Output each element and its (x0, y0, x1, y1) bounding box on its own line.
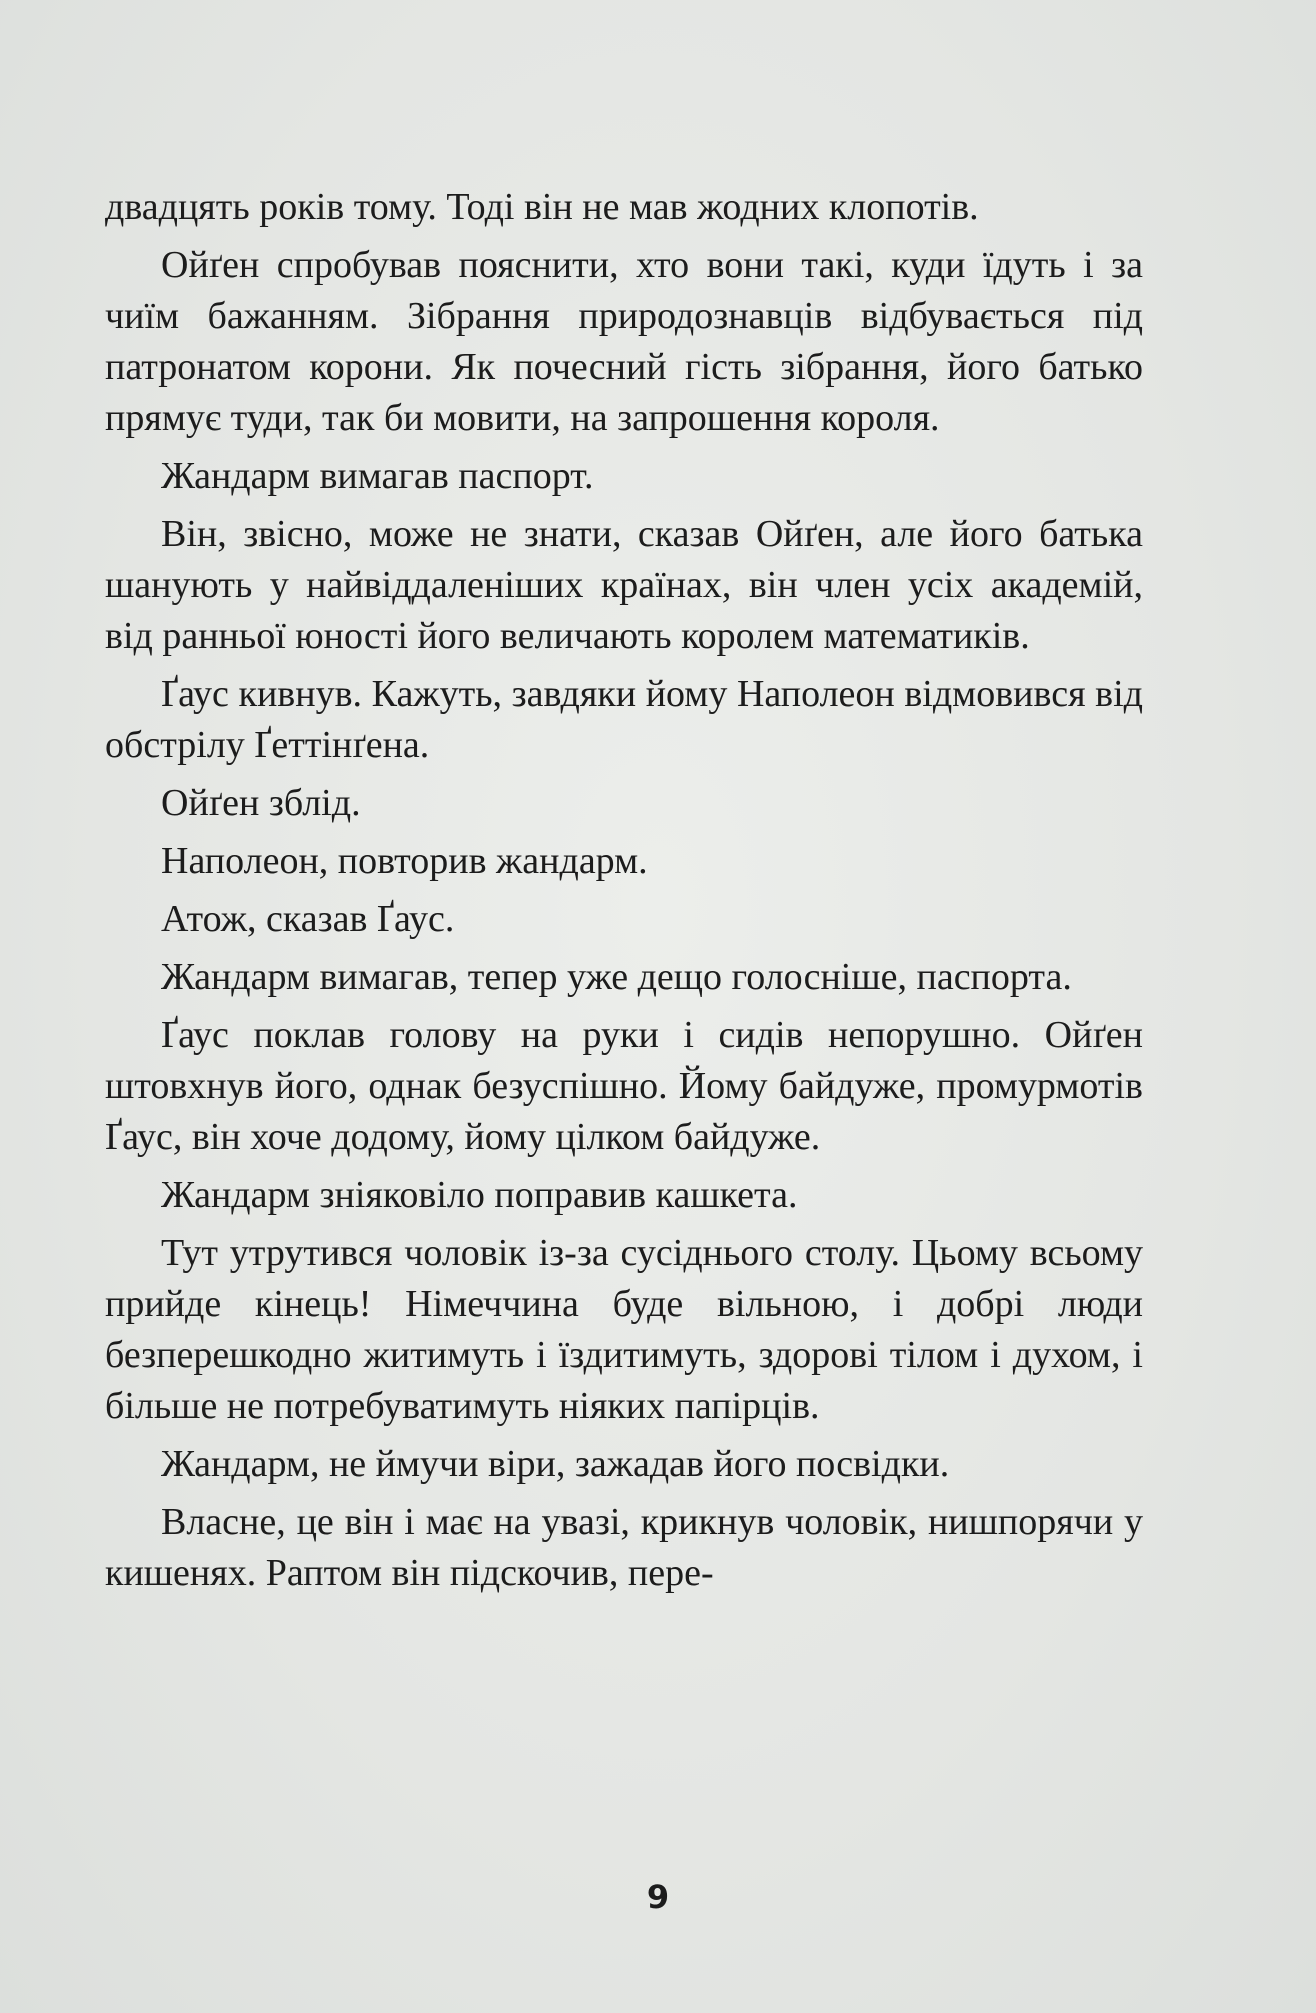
paragraph-13: Жандарм, не ймучи віри, зажадав його посвідки. (161, 1443, 950, 1485)
paragraph-2: Ойґен спробував пояснити, хто вони такі, куди їдуть і за чиїм бажанням. Зібрання природознавців відбувається під патронатом корони. Як почесний гість зібрання, його батько прямує туди, так би мовити, на запрошення короля. (105, 244, 1143, 439)
paragraph-14: Власне, це він і має на увазі, крикнув чоловік, нишпорячи у кишенях. Раптом він підскочив, пере- (105, 1501, 1143, 1594)
paragraph-12: Тут утрутився чоловік із-за сусіднього столу. Цьому всьому прийде кінець! Німеччина буде вільною, і добрі люди безперешкодно житимуть і їздитимуть, здорові тілом і духом, і більше не потребуватимуть ніяких папірців. (105, 1232, 1143, 1427)
paragraph-9: Жандарм вимагав, тепер уже дещо голосніше, паспорта. (161, 956, 1072, 998)
paragraph-7: Наполеон, повторив жандарм. (161, 840, 648, 882)
paragraph-6: Ойґен зблід. (161, 782, 361, 824)
paragraph-8: Атож, сказав Ґаус. (161, 898, 455, 940)
page-number: 9 (646, 1878, 670, 1916)
paragraph-1: двадцять років тому. Тоді він не мав жодних клопотів. (105, 186, 979, 228)
paragraph-5: Ґаус кивнув. Кажуть, завдяки йому Наполеон відмовився від обстрілу Ґеттінґена. (105, 673, 1143, 766)
paragraph-3: Жандарм вимагав паспорт. (161, 455, 594, 497)
paragraph-4: Він, звісно, може не знати, сказав Ойґен, але його батька шанують у найвіддаленіших країнах, він член усіх академій, від ранньої юності його величають королем математиків. (105, 513, 1143, 657)
paragraph-10: Ґаус поклав голову на руки і сидів непорушно. Ойґен штовхнув його, однак безуспішно. Йому байдуже, промурмотів Ґаус, він хоче додому, йому цілком байдуже. (105, 1014, 1143, 1158)
body-text (105, 182, 1143, 1606)
paragraph-11: Жандарм зніяковіло поправив кашкета. (161, 1174, 798, 1216)
